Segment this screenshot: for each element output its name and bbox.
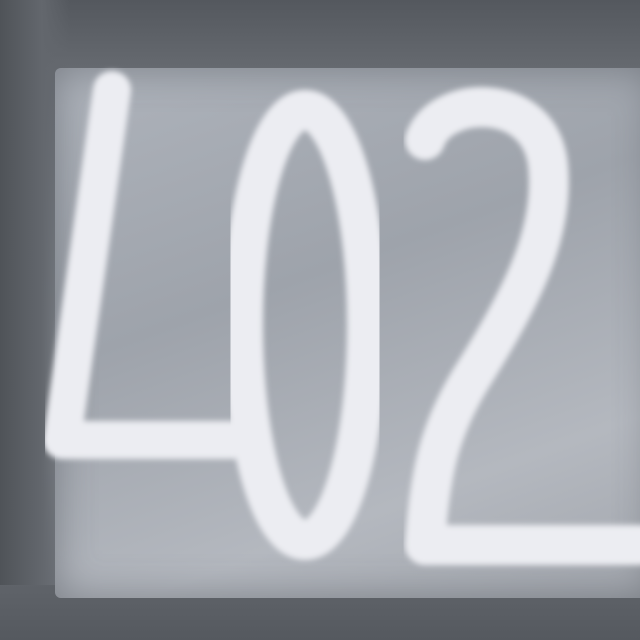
digit-two	[425, 107, 640, 545]
digit-zero	[243, 110, 367, 540]
digit-four	[62, 90, 232, 560]
